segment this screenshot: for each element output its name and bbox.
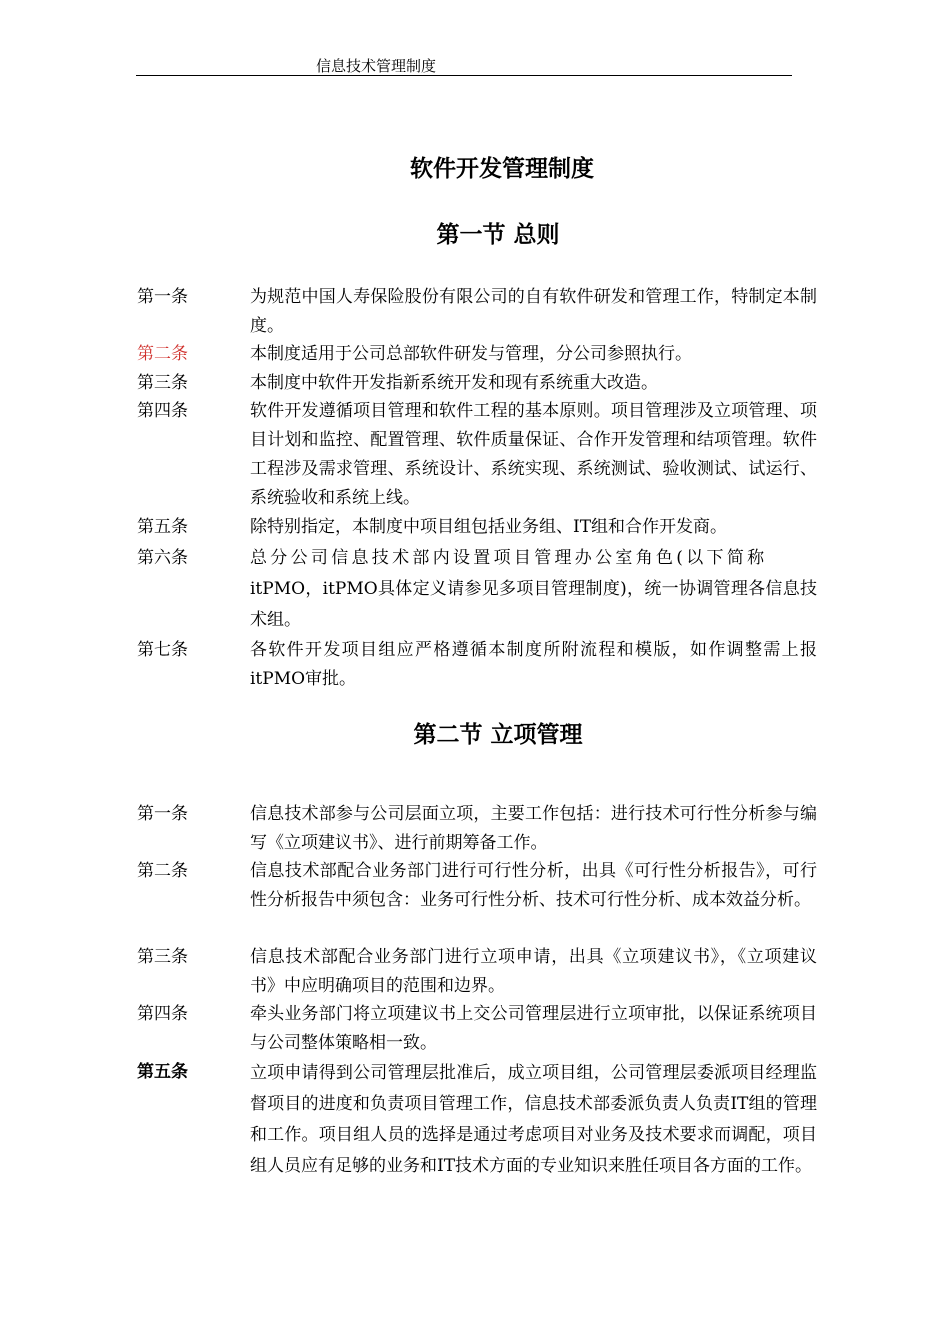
article-text: 牵头业务部门将立项建议书上交公司管理层进行立项审批，以保证系统项目与公司整体策略相一致。 [250, 1004, 817, 1053]
article-text: 信息技术部参与公司层面立项，主要工作包括：进行技术可行性分析参与编写《立项建议书》、进行前期筹备工作。 [250, 804, 817, 853]
article-label: 第五条 [137, 517, 188, 537]
article-text-continued: itPMO，itPMO具体定义请参见多项目管理制度)，统一协调管理各信息技术组。 [250, 579, 817, 630]
article-label: 第三条 [137, 373, 188, 393]
article-label: 第四条 [137, 401, 188, 421]
article-text: 信息技术部配合业务部门进行可行性分析，出具《可行性分析报告》，可行性分析报告中须包含：业务可行性分析、技术可行性分析、成本效益分析。 [250, 861, 817, 910]
article-text-line: 总分公司信息技术部内设置项目管理办公室角色(以下简称 [250, 548, 768, 568]
article-label: 第三条 [137, 947, 188, 967]
article-label: 第六条 [137, 548, 188, 568]
article-text: 为规范中国人寿保险股份有限公司的自有软件研发和管理工作，特制定本制度。 [250, 287, 817, 336]
article-text: 立项申请得到公司管理层批准后，成立项目组，公司管理层委派项目经理监督项目的进度和负责项目管理工作，信息技术部委派负责人负责IT组的管理和工作。项目组人员的选择是通过考虑项目对业务及技术要求而调配，项目组人员应有足够的业务和IT技术方面的专业知识来胜任项目各方面的工作。 [250, 1063, 817, 1176]
article-text: 各软件开发项目组应严格遵循本制度所附流程和模版，如作调整需上报itPMO审批。 [250, 640, 817, 689]
document-title: 软件开发管理制度 [410, 155, 594, 182]
article-text: 本制度适用于公司总部软件研发与管理，分公司参照执行。 [250, 344, 692, 364]
article-label: 第一条 [137, 287, 188, 307]
header-divider [136, 75, 792, 76]
page-header-title: 信息技术管理制度 [316, 57, 437, 75]
article-label: 第二条 [137, 861, 188, 881]
article-label: 第一条 [137, 804, 188, 824]
article-text: 信息技术部配合业务部门进行立项申请，出具《立项建议书》，《立项建议书》中应明确项目的范围和边界。 [250, 947, 817, 996]
article-label: 第四条 [137, 1004, 188, 1024]
article-text [250, 543, 817, 636]
article-label: 第七条 [137, 640, 188, 660]
article-text: 除特别指定，本制度中项目组包括业务组、IT组和合作开发商。 [250, 517, 728, 537]
section-title-general: 第一节 总则 [436, 221, 560, 248]
article-label-highlighted: 第二条 [137, 344, 188, 364]
article-text: 软件开发遵循项目管理和软件工程的基本原则。项目管理涉及立项管理、项目计划和监控、配置管理、软件质量保证、合作开发管理和结项管理。软件工程涉及需求管理、系统设计、系统实现、系统测试、验收测试、试运行、系统验收和系统上线。 [250, 401, 817, 508]
article-label-bold: 第五条 [137, 1062, 188, 1082]
section-title-project-initiation: 第二节 立项管理 [413, 721, 583, 748]
article-text: 本制度中软件开发指新系统开发和现有系统重大改造。 [250, 373, 658, 393]
